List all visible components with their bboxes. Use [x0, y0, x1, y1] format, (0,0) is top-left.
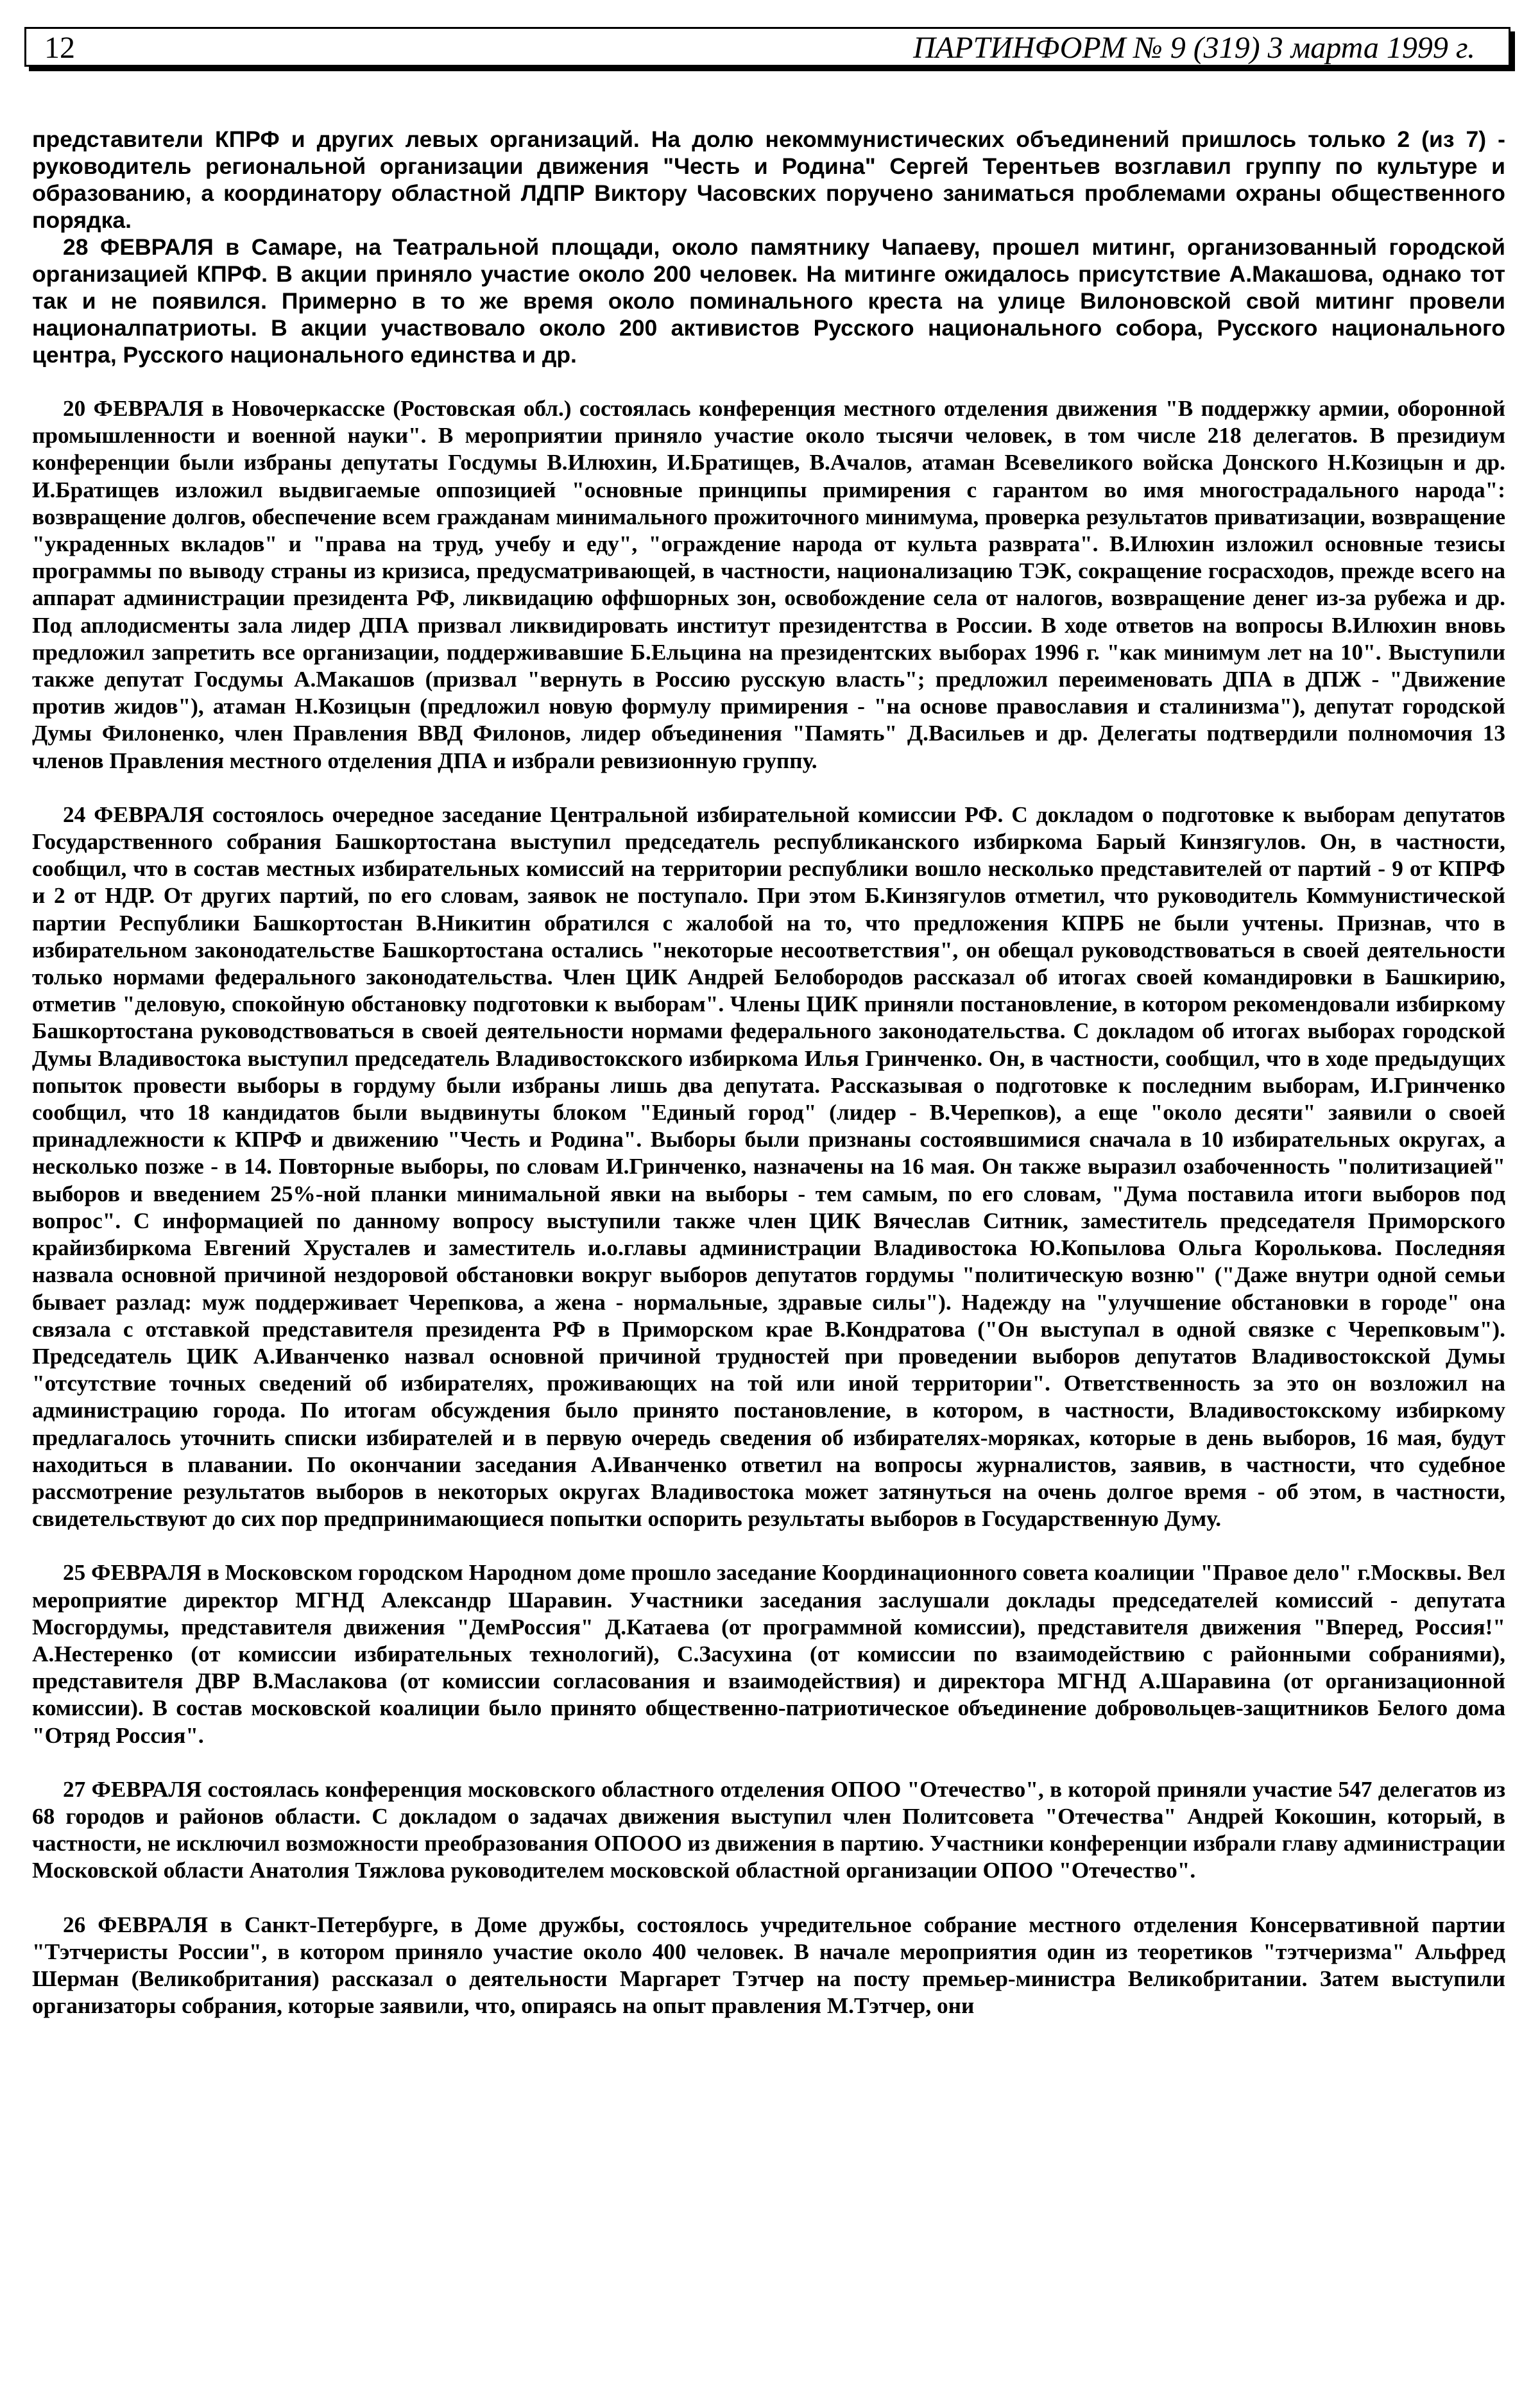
issue-title: ПАРТИНФОРМ № 9 (319) 3 марта 1999 г.: [913, 31, 1475, 65]
page-header: [24, 27, 1510, 67]
paragraph-otechestvo: 27 ФЕВРАЛЯ состоялась конференция московского областного отделения ОПОО "Отечество", в которой приняли участие 547 делегатов из 68 городов и районов области. С докладом о задачах движения выступил член Политсовета "Отечества" Андрей Кокошин, который, в частности, не исключил возможности преобразования ОПООО из движения в партию. Участники конференции избрали главу администрации Московской области Анатолия Тяжлова руководителем московской областной организации ОПОО "Отечество".: [32, 1776, 1506, 1883]
paragraph-novocherkassk: 20 ФЕВРАЛЯ в Новочеркасске (Ростовская обл.) состоялась конференция местного отделения движения "В поддержку армии, оборонной промышленности и военной науки". В мероприятии приняло участие около тысячи человек, в том числе 218 делегатов. В президиум конференции были избраны депутаты Госдумы В.Илюхин, И.Братищев, В.Ачалов, атаман Всевеликого войска Донского Н.Козицын и др. И.Братищев изложил выдвигаемые оппозицией "основные принципы примирения с гарантом во имя многострадального народа": возвращение долгов, обеспечение всем гражданам минимального прожиточного минимума, проверка результатов приватизации, возвращение "украденных вкладов" и "права на труд, учебу и еду", "ограждение народа от культа разврата". В.Илюхин изложил основные тезисы программы по выводу страны из кризиса, предусматривающей, в частности, национализацию ТЭК, сокращение госрасходов, прежде всего на аппарат администрации президента РФ, ликвидацию оффшорных зон, освобождение села от налогов, возвращение денег из-за рубежа и др. Под аплодисменты зала лидер ДПА призвал ликвидировать институт президентства в России. В ходе ответов на вопросы В.Илюхин вновь предложил запретить все организации, поддерживавшие Б.Ельцина на президентских выборах 1996 г. "как минимум лет на 10". Выступили также депутат Госдумы А.Макашов (призвал "вернуть в Россию русскую власть"; предложил переименовать ДПА в ДПЖ - "Движение против жидов"), атаман Н.Козицын (предложил новую формулу примирения - "на основе православия и сталинизма"), депутат городской Думы Филоненко, член Правления ВВД Филонов, лидер объединения "Память" Д.Васильев и др. Делегаты подтвердили полномочия 13 членов Правления местного отделения ДПА и избрали ревизионную группу.: [32, 396, 1505, 773]
paragraph-moscow-coalition: 25 ФЕВРАЛЯ в Московском городском Народном доме прошло заседание Координационного совета коалиции "Правое дело" г.Москвы. Вел мероприятие директор МГНД Александр Шаравин. Участники заседания заслушали доклады председателей комиссий - депутата Мосгордумы, представителя движения "ДемРоссия" Д.Катаева (от программной комиссии), представителя движения "Вперед, Россия!" А.Нестеренко (от комиссии избирательных технологий), С.Засухина (от комиссии по взаимодействию с районными собраниями), представителя ДВР В.Маслакова (от комиссии согласования и взаимодействия) и директора МГНД А.Шаравина (от организационной комиссии). В состав московской коалиции было принято общественно-патриотическое объединение добровольцев-защитников Белого дома "Отряд Россия".: [32, 1560, 1505, 1748]
page-number: 12: [44, 31, 75, 65]
paragraph-samara: 28 ФЕВРАЛЯ в Самаре, на Театральной площади, около памятнику Чапаеву, прошел митинг, организованный городской организацией КПРФ. В акции приняло участие около 200 человек. На митинге ожидалось присутствие А.Макашова, однако тот так и не появился. Примерно в то же время около поминального креста на улице Вилоновской свой митинг провели националпатриоты. В акции участвовало около 200 активистов Русского национального собора, Русского национального центра, Русского национального единства и др.: [32, 234, 1505, 368]
paragraph-spb: 26 ФЕВРАЛЯ в Санкт-Петербурге, в Доме дружбы, состоялось учредительное собрание местного отделения Консервативной партии "Тэтчеристы России", в котором приняло участие около 400 человек. В начале мероприятия один из теоретиков "тэтчеризма" Альфред Шерман (Великобритания) рассказал о деятельности Маргарет Тэтчер на посту премьер-министра Великобритании. Затем выступили организаторы собрания, которые заявили, что, опираясь на опыт правления М.Тэтчер, они: [32, 1912, 1505, 2019]
paragraph-cik: 24 ФЕВРАЛЯ состоялось очередное заседание Центральной избирательной комиссии РФ. С докладом о подготовке к выборам депутатов Государственного собрания Башкортостана выступил председатель республиканского избиркома Барый Кинзягулов. Он, в частности, сообщил, что в состав местных избирательных комиссий на территории республики вошло несколько представителей от партий - 9 от КПРФ и 2 от НДР. От других партий, по его словам, заявок не поступало. При этом Б.Кинзягулов отметил, что руководитель Коммунистической партии Республики Башкортостан В.Никитин обратился с жалобой на то, что предложения КПРБ не были учтены. Признав, что в избирательном законодательстве Башкортостана остались "некоторые несоответствия", он обещал руководствоваться в своей деятельности только нормами федерального законодательства. Член ЦИК Андрей Белобородов рассказал об итогах своей командировки в Башкирию, отметив "деловую, спокойную обстановку подготовки к выборам". Члены ЦИК приняли постановление, в котором рекомендовали избиркому Башкортостана руководствоваться в своей деятельности нормами федерального законодательства. С докладом об итогах выборах городской Думы Владивостока выступил председатель Владивостокского избиркома Илья Гринченко. Он, в частности, сообщил, что в ходе предыдущих попыток провести выборы в гордуму были избраны лишь два депутата. Рассказывая о подготовке к последним выборам, И.Гринченко сообщил, что 18 кандидатов были выдвинуты блоком "Единый город" (лидер - В.Черепков), а еще "около десяти" заявили о своей принадлежности к КПРФ и движению "Честь и Родина". Выборы были признаны состоявшимися сначала в 10 избирательных округах, а несколько позже - в 14. Повторные выборы, по словам И.Гринченко, назначены на 16 мая. Он также выразил озабоченность "политизацией" выборов и введением 25%-ной планки минимальной явки на выборы - тем самым, по его словам, "Дума поставила итоги выборов под вопрос". С информацией по данному вопросу выступили также член ЦИК Вячеслав Ситник, заместитель председателя Приморского крайизбиркома Евгений Хрусталев и заместитель и.о.главы администрации Владивостока Ю.Копылова Ольга Королькова. Последняя назвала основной причиной нездоровой обстановки вокруг выборов депутатов гордумы "политическую возню" ("Даже внутри одной семьи бывает разлад: муж поддерживает Черепкова, а жена - нормальные, здравые силы"). Надежду на "улучшение обстановки в городе" она связала с отставкой представителя президента РФ в Приморском крае В.Кондратова ("Он выступал в одной связке с Черепковым"). Председатель ЦИК А.Иванченко назвал основной причиной трудностей при проведении выборов депутатов Владивостокской Думы "отсутствие точных сведений об избирателях, проживающих на той или иной территории". Ответственность за это он возложил на администрацию города. По итогам обсуждения было принято постановление, в котором, в частности, Владивостокскому избиркому предлагалось уточнить списки избирателей и в первую очередь сведения об избирателях-моряках, которые в день выборов, 16 мая, будут находиться в плавании. По окончании заседания А.Иванченко ответил на вопросы журналистов, заявив, в частности, что судебное рассмотрение результатов выборов в некоторых округах Владивостока может затянуться на очень долгое время - об этом, в частности, свидетельствуют до сих пор предпринимающиеся попытки оспорить результаты выборов в Государственную Думу.: [32, 801, 1505, 1532]
article-body: [32, 126, 1505, 2019]
paragraph-continuation: представители КПРФ и других левых организаций. На долю некоммунистических объединений пришлось только 2 (из 7) - руководитель региональной организации движения "Честь и Родина" Сергей Терентьев возглавил группу по культуре и образованию, а координатору областной ЛДПР Виктору Часовских поручено заниматься проблемами охраны общественного порядка.: [32, 126, 1505, 233]
